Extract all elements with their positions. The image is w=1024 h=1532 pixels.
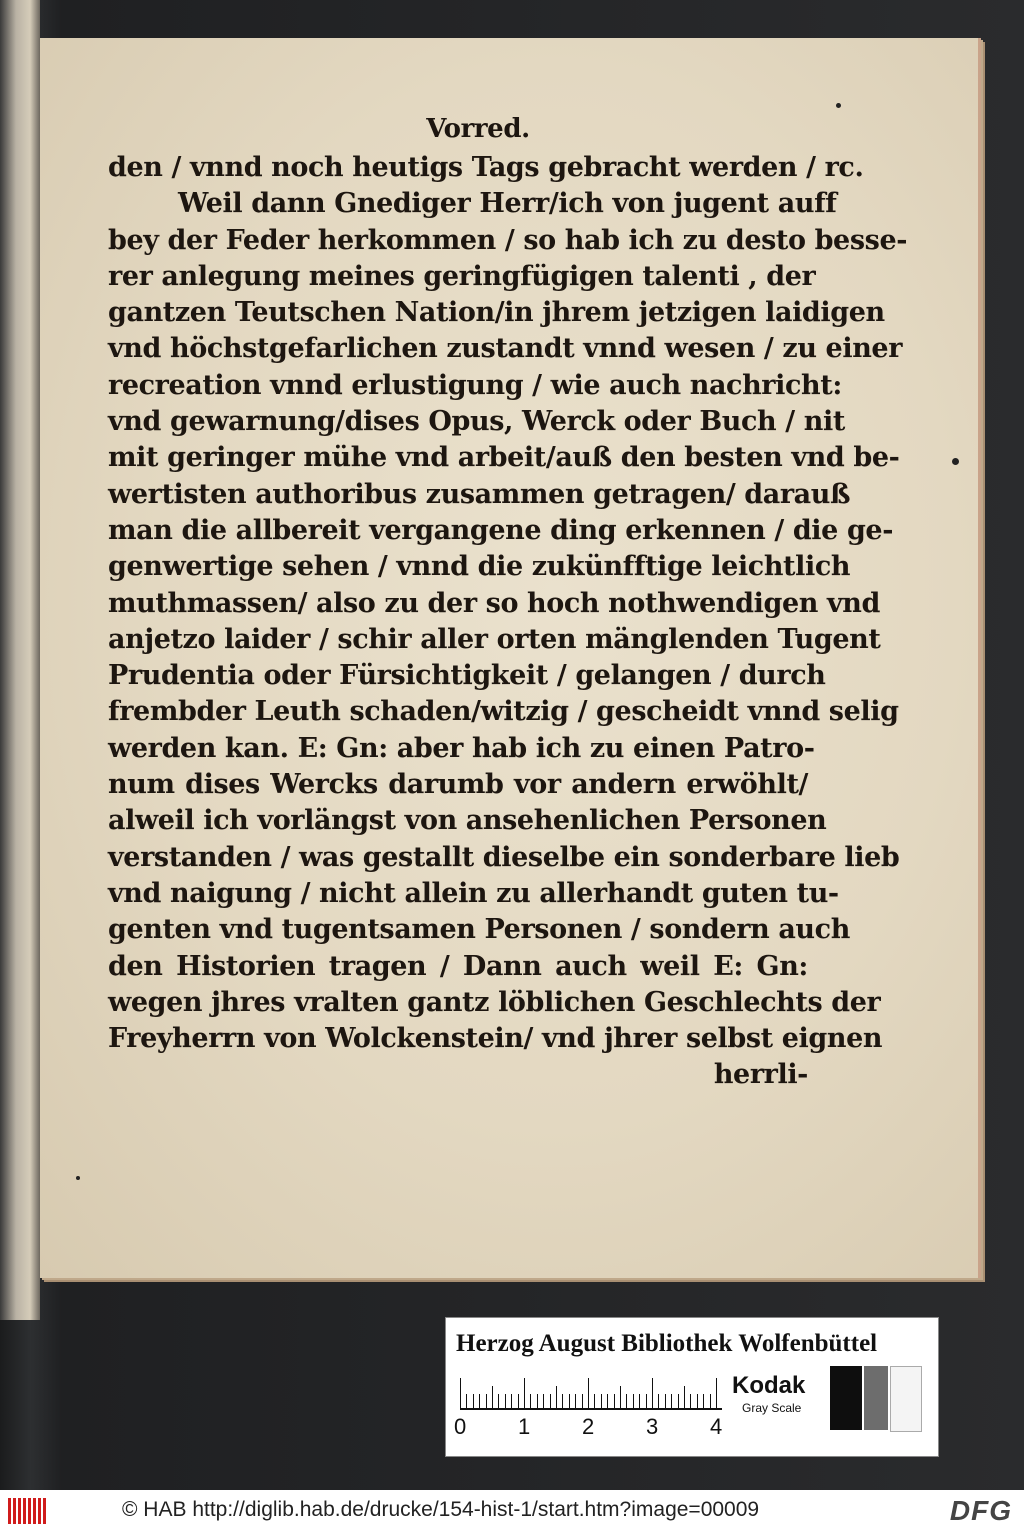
running-head: Vorred.	[426, 114, 530, 144]
ruler-tick	[479, 1394, 480, 1408]
ruler-tick	[575, 1394, 576, 1408]
text-line: anjetzo laider / schir aller orten mänglenden Tugent	[108, 623, 881, 655]
ink-speck	[952, 458, 959, 465]
text-line: man die allbereit vergangene ding erkennen / die ge-	[108, 514, 894, 546]
facing-page-edge	[0, 0, 40, 1320]
ruler-tick	[473, 1394, 474, 1408]
ruler-tick	[620, 1386, 621, 1408]
ruler-tick	[607, 1394, 608, 1408]
page-text-block	[108, 108, 908, 1094]
ruler-tick	[697, 1394, 698, 1408]
ruler-tick	[562, 1394, 563, 1408]
hab-library-icon	[8, 1498, 48, 1524]
ruler-tick	[466, 1394, 467, 1408]
ruler-tick	[633, 1394, 634, 1408]
ruler-tick	[601, 1394, 602, 1408]
text-line: frembder Leuth schaden/witzig / gescheidt vnnd selig	[108, 696, 899, 728]
text-line: gantzen Teutschen Nation/in jhrem jetzigen laidigen	[108, 297, 885, 329]
ruler-tick	[684, 1386, 685, 1408]
ruler-tick	[530, 1394, 531, 1408]
text-line: mit geringer mühe vnd arbeit/auß den besten vnd be-	[108, 442, 900, 474]
ruler-number: 3	[646, 1414, 659, 1439]
text-line: vnd höchstgefarlichen zustandt vnnd wesen / zu einer	[108, 333, 903, 365]
ruler-tick	[671, 1394, 672, 1408]
ink-speck	[76, 1176, 80, 1180]
text-line: alweil ich vorlängst von ansehenlichen Personen	[108, 805, 827, 837]
ruler-tick	[543, 1394, 544, 1408]
ruler-tick	[492, 1386, 493, 1408]
gray-patch-mid	[864, 1366, 888, 1430]
ruler-tick	[594, 1394, 595, 1408]
ruler-tick	[550, 1394, 551, 1408]
dfg-logo: DFG	[949, 1495, 1012, 1526]
ruler-tick	[524, 1378, 525, 1408]
ruler-tick	[710, 1394, 711, 1408]
text-line: wegen jhres vralten gantz löblichen Geschlechts der	[108, 986, 881, 1018]
ruler-tick	[569, 1394, 570, 1408]
text-line: Weil dann Gnediger Herr/ich von jugent auff	[178, 188, 837, 220]
text-line: recreation vnnd erlustigung / wie auch nachricht:	[108, 369, 842, 401]
ruler-tick	[582, 1394, 583, 1408]
text-line: genten vnd tugentsamen Personen / sondern auch	[108, 914, 850, 946]
ruler-tick	[703, 1394, 704, 1408]
ruler-tick	[639, 1394, 640, 1408]
gray-patch-white	[890, 1366, 922, 1432]
ruler-tick	[460, 1378, 461, 1408]
text-line: genwertige sehen / vnnd die zukünfftige leichtlich	[108, 551, 851, 583]
footer-bar	[0, 1490, 1024, 1532]
ruler-tick	[588, 1378, 589, 1408]
ruler-tick	[614, 1394, 615, 1408]
text-line: vnd naigung / nicht allein zu allerhandt guten tu-	[108, 877, 839, 909]
ruler-tick	[678, 1394, 679, 1408]
gray-patch-black	[830, 1366, 862, 1430]
ruler-tick	[646, 1394, 647, 1408]
ruler-number: 0	[454, 1414, 467, 1439]
text-line: werden kan. E: Gn: aber hab ich zu einen Patro-	[108, 732, 815, 764]
ruler-tick	[511, 1394, 512, 1408]
kodak-gray-scale-label: Gray Scale	[742, 1401, 802, 1415]
footer-copyright-link[interactable]: © HAB http://diglib.hab.de/drucke/154-hist-1/start.htm?image=00009	[122, 1498, 760, 1521]
ruler-number: 1	[518, 1414, 531, 1439]
text-line: Prudentia oder Fürsichtigkeit / gelangen / durch	[108, 660, 826, 692]
ruler-tick	[556, 1386, 557, 1408]
ruler-number: 2	[582, 1414, 595, 1439]
text-line: num dises Wercks darumb vor andern erwöhlt/	[108, 769, 808, 801]
text-line: bey der Feder herkommen / so hab ich zu desto besse-	[108, 224, 908, 256]
text-line: vnd gewarnung/dises Opus, Werck oder Buch / nit	[108, 406, 845, 438]
ruler-tick	[665, 1394, 666, 1408]
ruler-tick	[505, 1394, 506, 1408]
ruler-baseline	[460, 1408, 722, 1410]
color-calibration-card	[445, 1317, 939, 1457]
text-line: den Historien tragen / Dann auch weil E: Gn:	[108, 950, 808, 982]
kodak-logo: Kodak	[732, 1372, 806, 1399]
ruler-tick	[690, 1394, 691, 1408]
ruler-tick	[498, 1394, 499, 1408]
ruler-tick	[716, 1378, 717, 1408]
text-line: muthmassen/ also zu der so hoch nothwendigen vnd	[108, 587, 880, 619]
text-line: verstanden / was gestallt dieselbe ein sonderbare lieb	[108, 841, 900, 873]
text-line: Freyherrn von Wolckenstein/ vnd jhrer selbst eignen	[108, 1023, 883, 1055]
ruler-tick	[658, 1394, 659, 1408]
ink-speck	[836, 103, 841, 108]
catchword: herrli-	[713, 1059, 808, 1091]
ruler-tick	[537, 1394, 538, 1408]
ruler-tick	[626, 1394, 627, 1408]
text-lines	[108, 150, 908, 1057]
book-page	[40, 38, 981, 1278]
ruler-tick	[518, 1394, 519, 1408]
ruler-tick	[652, 1378, 653, 1408]
card-title: Herzog August Bibliothek Wolfenbüttel	[456, 1330, 878, 1357]
ruler-number: 4	[710, 1414, 723, 1439]
ruler-tick	[486, 1394, 487, 1408]
text-line: wertisten authoribus zusammen getragen/ darauß	[108, 478, 851, 510]
text-line: rer anlegung meines geringfügigen talenti , der	[108, 260, 816, 292]
text-line: den / vnnd noch heutigs Tags gebracht werden / rc.	[108, 152, 864, 183]
